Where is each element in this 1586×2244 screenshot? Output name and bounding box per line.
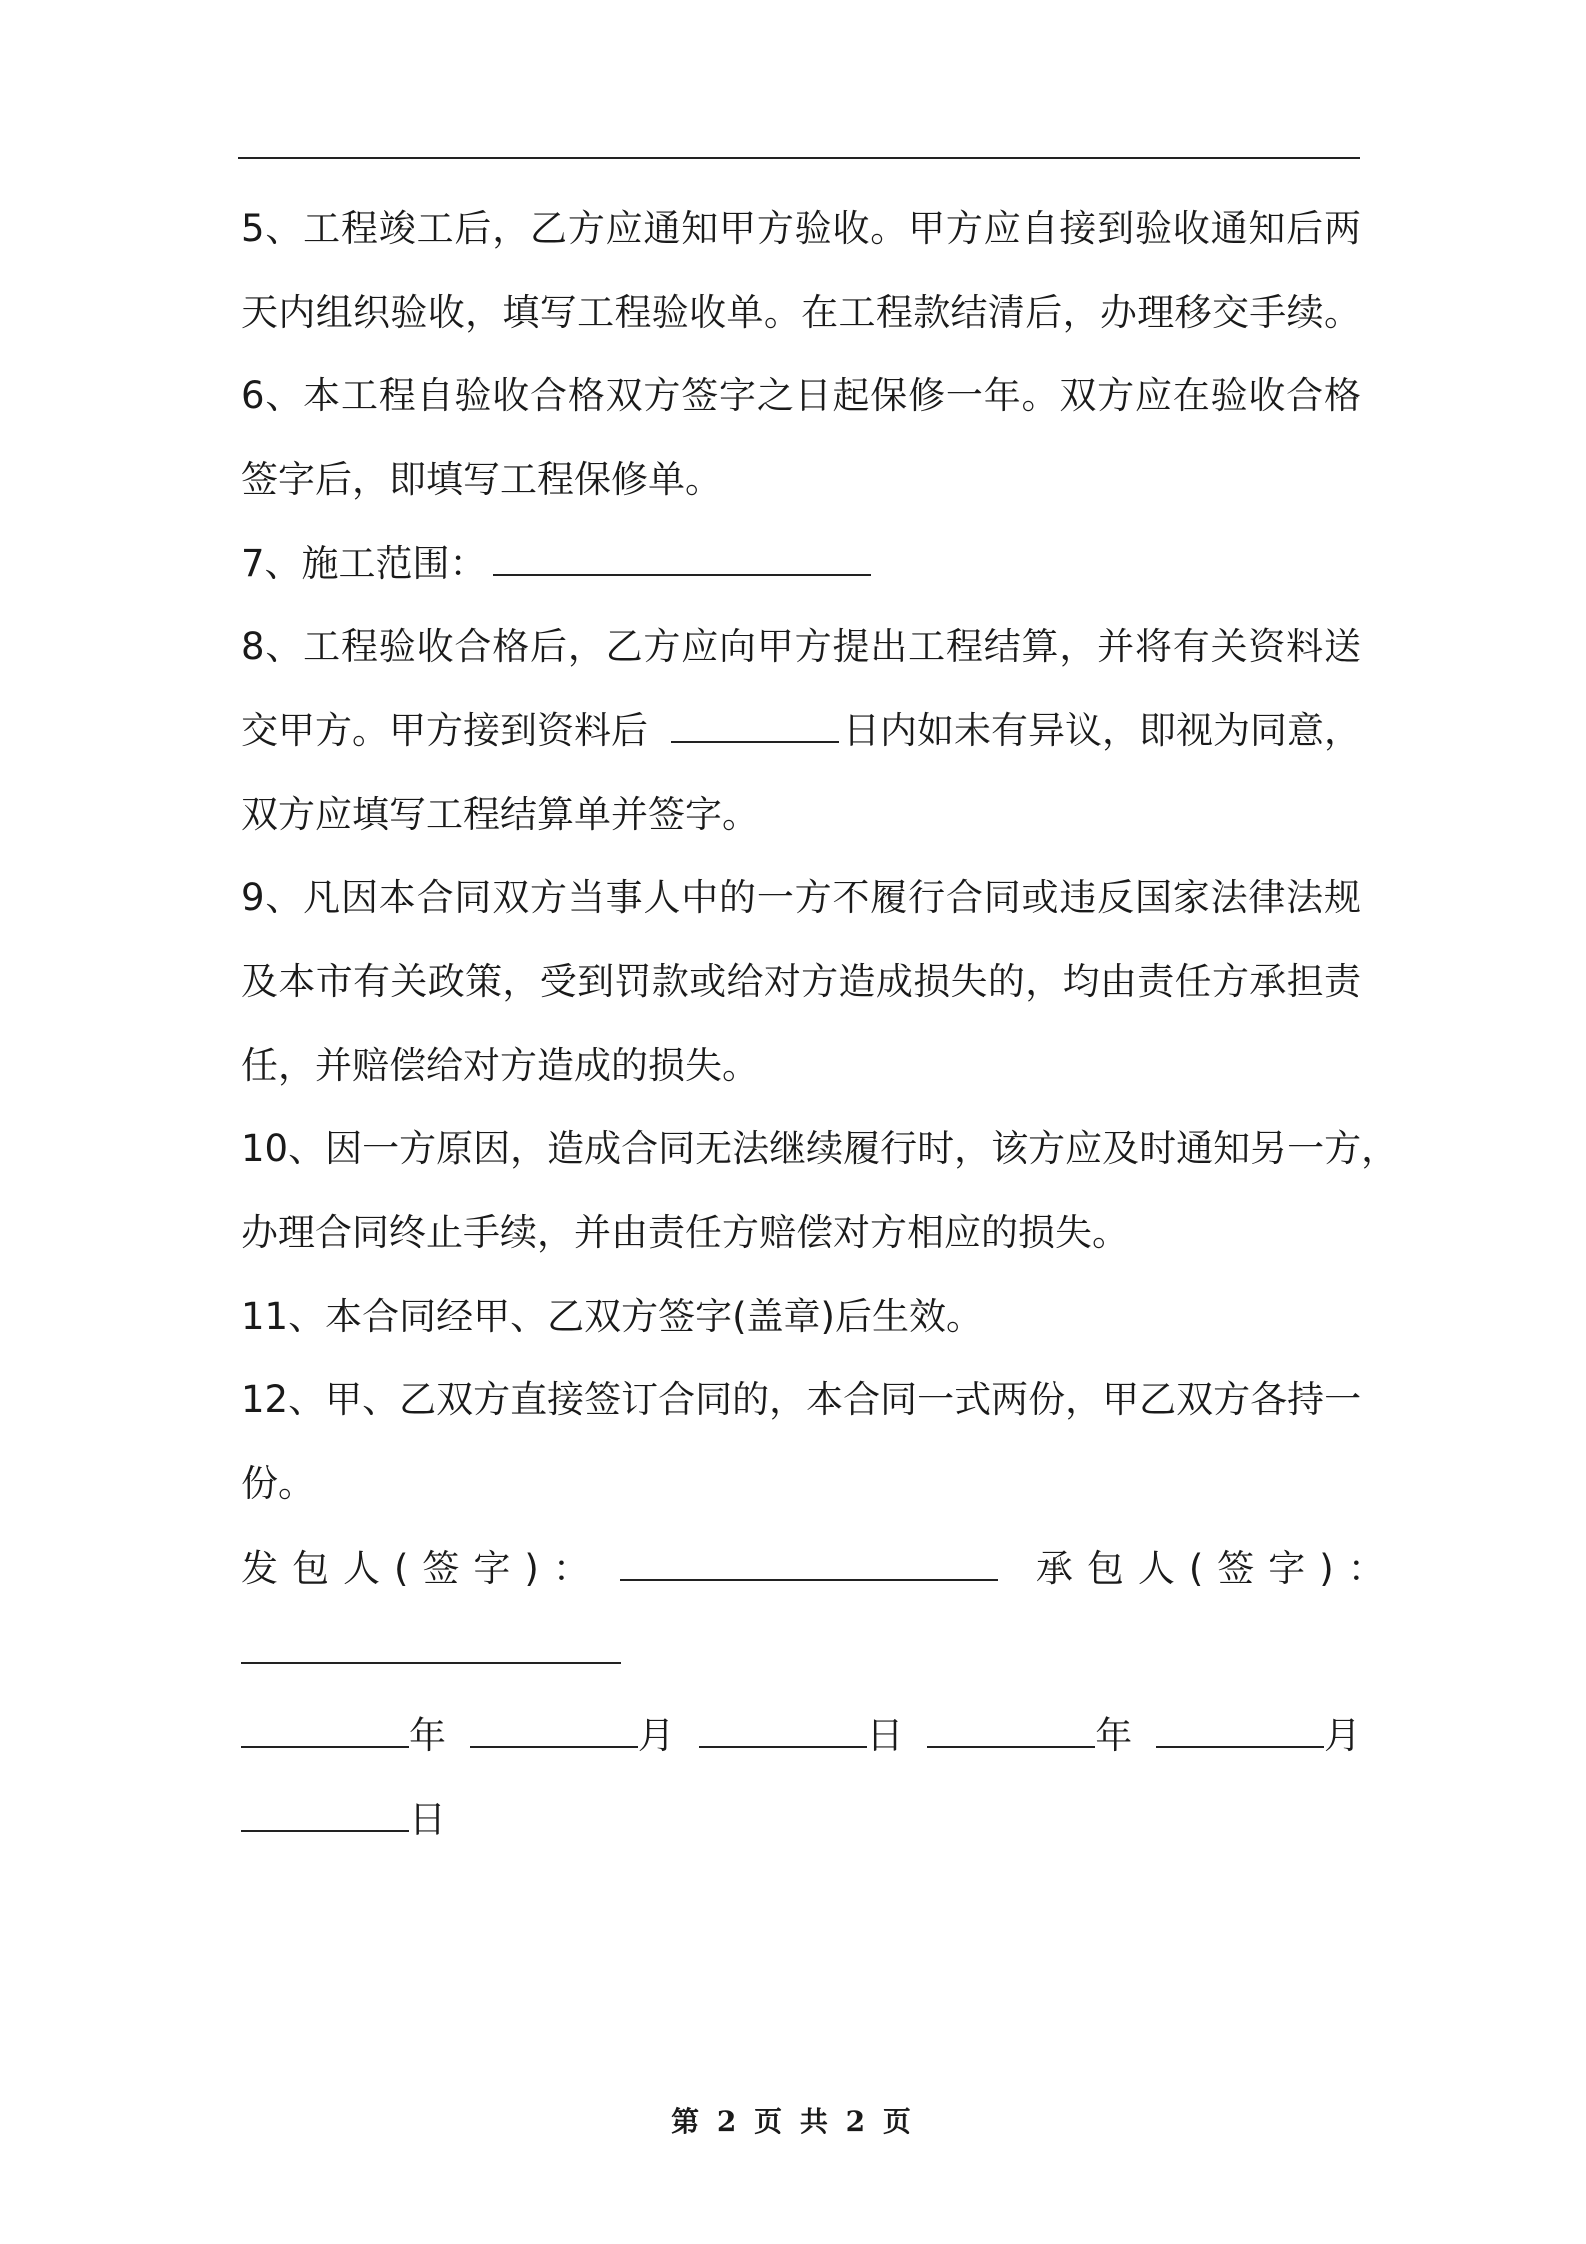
- contractor-day-label: 日: [409, 1798, 446, 1841]
- issuer-year-blank[interactable]: [241, 1716, 409, 1748]
- clause-7-label: 7、施工范围：: [241, 542, 487, 585]
- contractor-month-blank[interactable]: [1156, 1716, 1324, 1748]
- issuer-signature-blank[interactable]: [620, 1549, 998, 1581]
- clause-7: [241, 540, 1361, 588]
- clause-10-line-1: 10、因一方原因，造成合同无法继续履行时，该方应及时通知另一方，: [241, 1127, 1399, 1170]
- contractor-signature-line: [241, 1628, 1361, 1676]
- clause-6-line-2: 签字后，即填写工程保修单。: [241, 458, 722, 501]
- clause-5-line-1: 5、工程竣工后，乙方应通知甲方验收。甲方应自接到验收通知后两: [241, 207, 1361, 250]
- construction-scope-blank[interactable]: [493, 544, 871, 576]
- contractor-day-line: [241, 1796, 1361, 1844]
- clause-8-line-2-a: 交甲方。甲方接到资料后: [241, 709, 648, 752]
- page-number: 第 2 页 共 2 页: [671, 2105, 915, 2138]
- clause-9-line-2: 及本市有关政策，受到罚款或给对方造成损失的，均由责任方承担责: [241, 960, 1361, 1003]
- clause-8-line-1: 8、工程验收合格后，乙方应向甲方提出工程结算，并将有关资料送: [241, 625, 1361, 668]
- issuer-year: [241, 1712, 446, 1760]
- issuer-month-blank[interactable]: [470, 1716, 638, 1748]
- clause-5-line-2: 天内组织验收，填写工程验收单。在工程款结清后，办理移交手续。: [241, 291, 1361, 334]
- contractor-month-label: 月: [1324, 1714, 1361, 1757]
- clause-12-line-1: 12、甲、乙双方直接签订合同的，本合同一式两份，甲乙双方各持一: [241, 1378, 1362, 1421]
- signature-row: [241, 1545, 1399, 1593]
- clause-9-line-1: 9、凡因本合同双方当事人中的一方不履行合同或违反国家法律法规: [241, 876, 1361, 919]
- issuer-day-label: 日: [866, 1714, 904, 1757]
- clause-11: 11、本合同经甲、乙双方签字(盖章)后生效。: [241, 1295, 983, 1338]
- clause-8-line-2: [241, 707, 1361, 755]
- contractor-day: [241, 1796, 446, 1844]
- contractor-year-label: 年: [1095, 1714, 1133, 1757]
- issuer-year-label: 年: [409, 1714, 446, 1757]
- issuer-day: [699, 1712, 904, 1760]
- date-row: [241, 1712, 1361, 1760]
- clause-8-line-3: 双方应填写工程结算单并签字。: [241, 793, 759, 836]
- issuer-month: [470, 1712, 675, 1760]
- contractor-day-blank[interactable]: [241, 1800, 409, 1832]
- clause-9-line-3: 任，并赔偿给对方造成的损失。: [241, 1044, 759, 1087]
- issuer-signature-label: 发包人(签字)：: [241, 1547, 604, 1590]
- header-rule: [238, 157, 1360, 159]
- days-blank[interactable]: [671, 711, 839, 743]
- clause-12-line-2: 份。: [241, 1462, 315, 1505]
- clause-6-line-1: 6、本工程自验收合格双方签字之日起保修一年。双方应在验收合格: [241, 374, 1361, 417]
- contractor-signature-blank[interactable]: [241, 1632, 621, 1664]
- contractor-year-blank[interactable]: [927, 1716, 1095, 1748]
- contractor-year: [927, 1712, 1132, 1760]
- issuer-month-label: 月: [637, 1714, 675, 1757]
- contractor-month: [1156, 1712, 1361, 1760]
- clause-8-line-2-b: 日内如未有异议，即视为同意，: [843, 709, 1361, 752]
- clause-10-line-2: 办理合同终止手续，并由责任方赔偿对方相应的损失。: [241, 1211, 1129, 1254]
- contractor-signature-label: 承包人(签字)：: [1035, 1547, 1399, 1590]
- issuer-day-blank[interactable]: [699, 1716, 867, 1748]
